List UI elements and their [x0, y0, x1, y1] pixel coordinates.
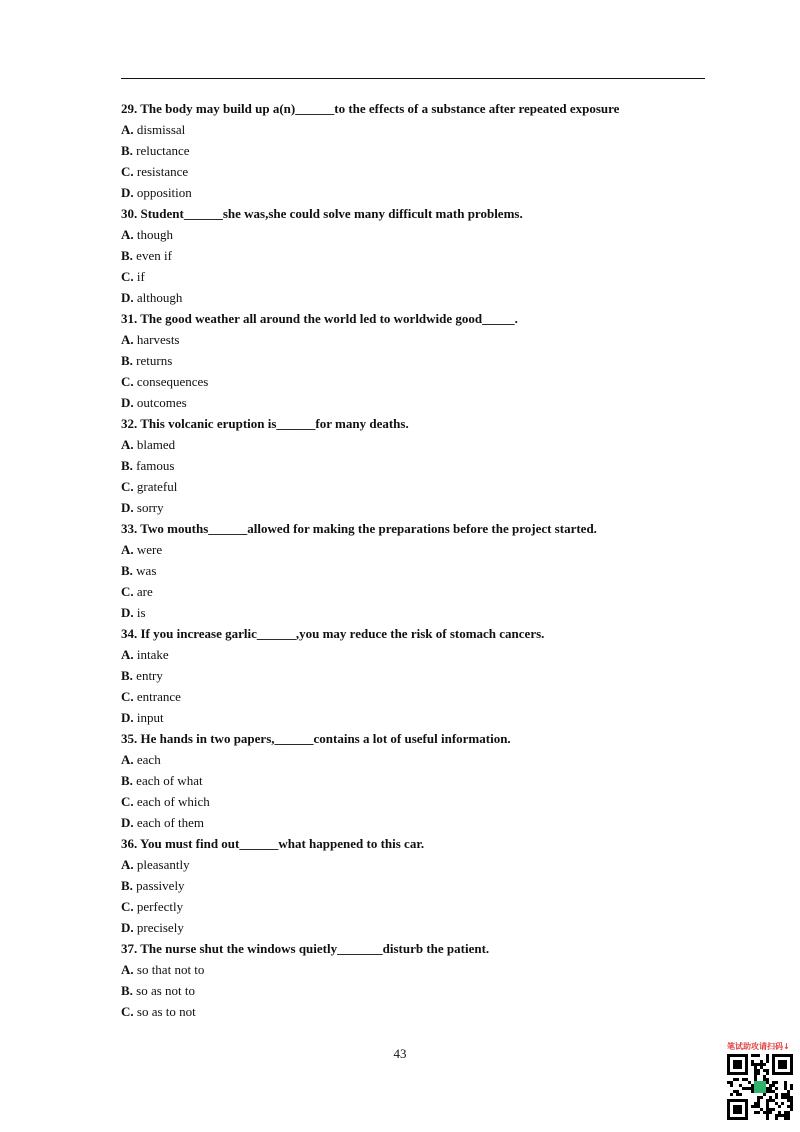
question-stem: 31. The good weather all around the world led to worldwide good_____.: [121, 311, 518, 326]
option-letter: A.: [121, 227, 134, 242]
qr-promo: [727, 1042, 797, 1124]
option-text: was: [136, 563, 157, 578]
option-text: each of which: [136, 794, 210, 809]
option-text: famous: [136, 458, 175, 473]
option-text: resistance: [136, 164, 189, 179]
answer-option: [121, 539, 721, 560]
answer-option: [121, 245, 721, 266]
answer-option: [121, 329, 721, 350]
option-letter: B.: [121, 248, 133, 263]
option-text: each: [136, 752, 161, 767]
answer-option: [121, 371, 721, 392]
option-letter: C.: [121, 689, 134, 704]
option-text: perfectly: [136, 899, 184, 914]
header-rule: [121, 78, 705, 79]
answer-option: [121, 686, 721, 707]
option-text: opposition: [136, 185, 192, 200]
option-text: were: [136, 542, 163, 557]
answer-option: [121, 791, 721, 812]
question-stem: 37. The nurse shut the windows quietly_______disturb the patient.: [121, 941, 490, 956]
option-letter: B.: [121, 353, 133, 368]
option-text: so as to not: [136, 1004, 196, 1019]
question-stem: 33. Two mouths______allowed for making the preparations before the project started.: [121, 521, 597, 536]
option-letter: D.: [121, 500, 134, 515]
answer-option: [121, 770, 721, 791]
option-letter: A.: [121, 332, 134, 347]
option-letter: A.: [121, 962, 134, 977]
option-text: input: [136, 710, 164, 725]
answer-option: [121, 749, 721, 770]
answer-option: [121, 119, 721, 140]
option-text: reluctance: [136, 143, 190, 158]
answer-option: [121, 602, 721, 623]
answer-option: [121, 182, 721, 203]
answer-option: [121, 644, 721, 665]
option-letter: B.: [121, 668, 133, 683]
option-letter: C.: [121, 899, 134, 914]
option-letter: B.: [121, 773, 133, 788]
option-text: harvests: [136, 332, 180, 347]
option-letter: D.: [121, 395, 134, 410]
option-text: if: [136, 269, 145, 284]
option-letter: C.: [121, 794, 134, 809]
option-letter: A.: [121, 857, 134, 872]
option-text: intake: [136, 647, 169, 662]
option-letter: B.: [121, 458, 133, 473]
answer-option: [121, 917, 721, 938]
option-text: pleasantly: [136, 857, 190, 872]
answer-option: [121, 707, 721, 728]
option-text: outcomes: [136, 395, 187, 410]
option-letter: C.: [121, 1004, 134, 1019]
option-text: blamed: [136, 437, 176, 452]
answer-option: [121, 560, 721, 581]
option-text: passively: [136, 878, 185, 893]
option-text: so as not to: [136, 983, 196, 998]
option-text: entrance: [136, 689, 181, 704]
option-text: dismissal: [136, 122, 186, 137]
option-letter: C.: [121, 479, 134, 494]
answer-option: [121, 896, 721, 917]
answer-option: [121, 476, 721, 497]
answer-option: [121, 1001, 721, 1022]
option-letter: D.: [121, 710, 134, 725]
option-text: is: [136, 605, 146, 620]
answer-option: [121, 161, 721, 182]
answer-option: [121, 287, 721, 308]
option-letter: C.: [121, 164, 134, 179]
option-text: precisely: [136, 920, 184, 935]
answer-option: [121, 350, 721, 371]
answer-option: [121, 875, 721, 896]
question-list: [121, 98, 721, 1022]
option-letter: A.: [121, 122, 134, 137]
option-letter: B.: [121, 563, 133, 578]
option-letter: C.: [121, 269, 134, 284]
option-text: each of what: [136, 773, 203, 788]
option-text: are: [136, 584, 153, 599]
option-text: even if: [136, 248, 172, 263]
option-letter: D.: [121, 290, 134, 305]
answer-option: [121, 392, 721, 413]
option-letter: D.: [121, 920, 134, 935]
question-stem: 32. This volcanic eruption is______for many deaths.: [121, 416, 409, 431]
option-letter: A.: [121, 647, 134, 662]
option-text: so that not to: [136, 962, 205, 977]
option-letter: A.: [121, 542, 134, 557]
answer-option: [121, 812, 721, 833]
question-stem: 36. You must find out______what happened to this car.: [121, 836, 425, 851]
answer-option: [121, 980, 721, 1001]
answer-option: [121, 854, 721, 875]
page-number: 43: [393, 1046, 407, 1061]
answer-option: [121, 140, 721, 161]
option-letter: C.: [121, 584, 134, 599]
option-letter: D.: [121, 185, 134, 200]
option-letter: A.: [121, 437, 134, 452]
option-text: entry: [136, 668, 163, 683]
option-text: grateful: [136, 479, 178, 494]
qr-caption: 笔试助攻请扫码↓: [727, 1042, 790, 1051]
question-stem: 35. He hands in two papers,______contains a lot of useful information.: [121, 731, 511, 746]
option-letter: D.: [121, 605, 134, 620]
option-text: each of them: [136, 815, 205, 830]
answer-option: [121, 959, 721, 980]
option-letter: A.: [121, 752, 134, 767]
answer-option: [121, 581, 721, 602]
option-letter: B.: [121, 143, 133, 158]
question-stem: 30. Student______she was,she could solve many difficult math problems.: [121, 206, 523, 221]
option-text: returns: [136, 353, 173, 368]
option-letter: B.: [121, 878, 133, 893]
answer-option: [121, 497, 721, 518]
option-letter: B.: [121, 983, 133, 998]
question-stem: 29. The body may build up a(n)______to the effects of a substance after repeated exposure: [121, 101, 620, 116]
option-letter: C.: [121, 374, 134, 389]
answer-option: [121, 434, 721, 455]
option-text: though: [136, 227, 174, 242]
answer-option: [121, 224, 721, 245]
option-text: consequences: [136, 374, 209, 389]
question-stem: 34. If you increase garlic______,you may reduce the risk of stomach cancers.: [121, 626, 545, 641]
answer-option: [121, 266, 721, 287]
option-letter: D.: [121, 815, 134, 830]
qr-code-icon: [727, 1054, 793, 1120]
option-text: sorry: [136, 500, 164, 515]
option-text: although: [136, 290, 183, 305]
answer-option: [121, 665, 721, 686]
answer-option: [121, 455, 721, 476]
